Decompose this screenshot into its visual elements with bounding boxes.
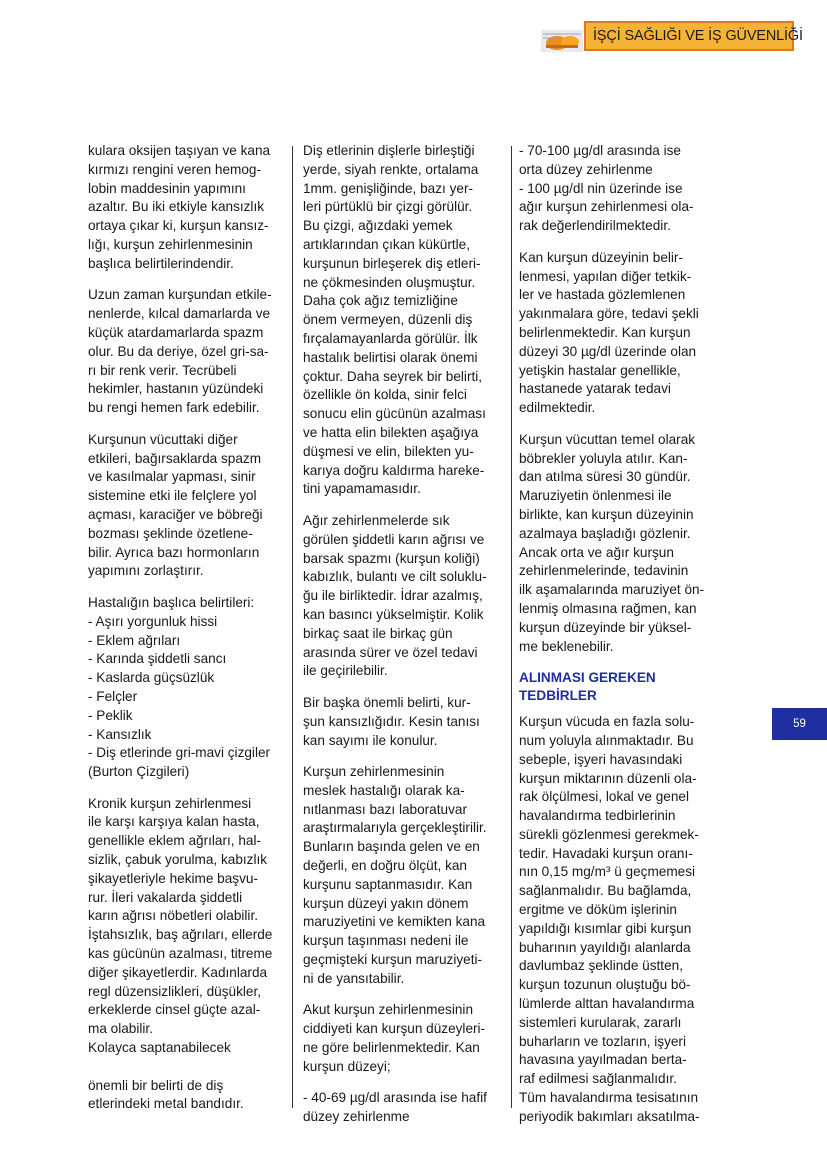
paragraph: Ağır zehirlenmelerde sık görülen şiddetli karın ağrısı ve barsak spazmı (kurşun koliği) kabızlık, bulantı ve cilt soluklu- ğu ile birliktedir. İdrar azalmış, kan basıncı yükselmiştir. Kolik birkaç saat ile birkaç gün arasında sürer ve özel tedavi ile geçirilebilir. (303, 512, 487, 679)
section-header (584, 21, 803, 51)
list-item: - Kansızlık (88, 726, 152, 742)
paragraph: Kurşun zehirlenmesinin meslek hastalığı olarak ka- nıtlanması bazı laboratuvar araştırmalarıyla gerçekleştirilir. Bunların başında gelen ve en değerli, en doğru ölçüt, kan kurşunu saptanmasıdır. Kan kurşun düzeyi yakın dönem maruziyetini ve kemikten kana kurşun taşınması nedeni ile geçmişteki kurşun maruziyeti- ni de yansıtabilir. (303, 764, 487, 986)
page-number-tab (772, 708, 827, 740)
blank-line (88, 1058, 288, 1077)
paragraph: Kronik kurşun zehirlenmesi ile karşı karşıya kalan hasta, genellikle eklem ağrıları, hal- sizlik, çabuk yorulma, kabızlık şikayetleriyle hekime başvu- rur. İleri vakalarda şiddetli karın ağrısı nöbetleri olabilir. İştahsızlık, baş ağrıları, ellerde kas gücünün azalması, titreme diğer şikayetlerdir. Kadınlarda regl düzensizlikleri, düşükler, erkeklerde cinsel güçte azal- ma olabilir. Kolayca saptanabilecek (88, 795, 273, 1056)
list-title: Hastalığın başlıca belirtileri: (88, 594, 255, 610)
paragraph: Uzun zaman kurşundan etkile- nenlerde, kılcal damarlarda ve küçük atardamarlarda spazm olur. Bu da deriye, özel gri-sa- rı bir renk verir. Tecrübeli hekimler, hastanın yüzündeki bu rengi hemen fark edebilir. (88, 287, 272, 416)
list-item: - Aşırı yorgunluk hissi (88, 613, 218, 629)
paragraph: Bir başka önemli belirti, kur- şun kansızlığıdır. Kesin tanısı kan sayımı ile konulur. (303, 694, 480, 748)
paragraph: Kurşun vücuda en fazla solu- num yoluyla alınmaktadır. Bu sebeple, işyeri havasındaki kurşun miktarının düzenli ola- rak ölçülmesi, lokal ve genel havalandırma tedbirlerinin sürekli gözlenmesi gerekmek- tedir. Havadaki kurşun oranı- nın 0,15 mg/m³ ü geçmemesi sağlanmalıdır. Bu bağlamda, ergitme ve döküm işlerinin yapıldığı kısımlar gibi kurşun buharının yayıldığı alanlarda davlumbaz şeklinde üstten, kurşun tozunun oluştuğu bö- lümlerde alttan havalandırma sistemleri kurularak, zararlı buharların ve tozların, işyeri havasına yayılmadan berta- raf edilmesi sağlanmalıdır. Tüm havalandırma tesisatının periyodik bakımları aksatılma- (519, 714, 700, 1124)
paragraph: Akut kurşun zehirlenmesinin ciddiyeti kan kurşun düzeyleri- ne göre belirlenmektedir. Kan kurşun düzeyi; (303, 1002, 486, 1074)
list-item: - Peklik (88, 707, 133, 723)
paragraph: Kan kurşun düzeyinin belir- lenmesi, yapılan diğer tetkik- ler ve hastada gözlemlenen yakınmalara göre, tedavi şekli belirlenmektedir. Kan kurşun düzeyi 30 µg/dl üzerinde olan yetişkin hastalar genellikle, hastanede yatarak tedavi edilmektedir. (519, 249, 699, 416)
list-item: - Kaslarda güçsüzlük (88, 670, 215, 686)
paragraph: kulara oksijen taşıyan ve kana kırmızı rengini veren hemog- lobin maddesinin yapımını azaltır. Bu iki etkiyle kansızlık ortaya çıkar ki, kurşun kansız- lığı, kurşun zehirlenmesinin başlıca belirtilerindendir. (88, 143, 271, 271)
paragraph: - 40-69 µg/dl arasında ise hafif düzey zehirlenme (303, 1090, 487, 1125)
list-item: - Felçler (88, 688, 138, 704)
symptoms-list (88, 594, 288, 782)
section-heading: ALINMASI GEREKEN TEDBİRLER (519, 670, 656, 704)
text-column-2 (303, 142, 503, 1140)
text-column-1 (88, 142, 288, 1127)
column-divider (511, 146, 512, 1108)
safety-helmet-icon (541, 26, 583, 54)
list-item: (Burton Çizgileri) (88, 764, 190, 780)
paragraph: Kurşun vücuttan temel olarak böbrekler yoluyla atılır. Kan- dan atılma süresi 30 gündür. Maruziyetin önlenmesi ile birlikte, kan kurşun düzeyinin azalmaya başladığı gözlenir. Ancak orta ve ağır kurşun zehirlenmelerinde, tedavinin ilk aşamalarında maruziyet ön- lenmiş olmasına rağmen, kan kurşun düzeyinde bir yüksel- me beklenebilir. (519, 431, 705, 654)
list-item: - Karında şiddetli sancı (88, 651, 227, 667)
page-number: 59 (793, 718, 806, 730)
list-item: - Diş etlerinde gri-mavi çizgiler (88, 745, 271, 761)
column-divider (292, 146, 293, 1108)
section-title: İŞÇİ SAĞLIĞI VE İŞ GÜVENLİĞİ (593, 28, 803, 44)
text-column-3 (519, 142, 719, 1139)
paragraph: - 70-100 µg/dl arasında ise orta düzey zehirlenme - 100 µg/dl nin üzerinde ise ağır kurşun zehirlenmesi ola- rak değerlendirilmektedir. (519, 143, 694, 234)
paragraph: Kurşunun vücuttaki diğer etkileri, bağırsaklarda spazm ve kasılmalar yapması, sinir sistemine etki ile felçlere yol açması, karaciğer ve böbreği bozması şeklinde özetlene- bilir. Ayrıca bazı hormonların yapımını zorlaştırır. (88, 431, 263, 579)
paragraph: önemli bir belirti de diş etlerindeki metal bandıdır. (88, 1077, 244, 1112)
list-item: - Eklem ağrıları (88, 632, 181, 648)
paragraph: Diş etlerinin dişlerle birleştiği yerde, siyah renkte, ortalama 1mm. genişliğinde, bazı yer- leri pürtüklü bir çizgi görülür. Bu çizgi, ağızdaki yemek artıklarından çıkan kükürtle, kurşunun birleşerek diş etleri- ne çökmesinden oluşmuştur. Daha çok ağız temizliğine önem vermeyen, düzenli diş fırçalamayanlarda görülür. İlk hastalık belirtisi olarak önemi çoktur. Daha seyrek bir belirti, özellikle ön kolda, sinir felci sonucu elin gücünün azalması ve hatta elin bilekten aşağıya düşmesi ve elin, bilekten yu- karıya doğru kaldırma hareke- tini yapamamasıdır. (303, 143, 486, 497)
